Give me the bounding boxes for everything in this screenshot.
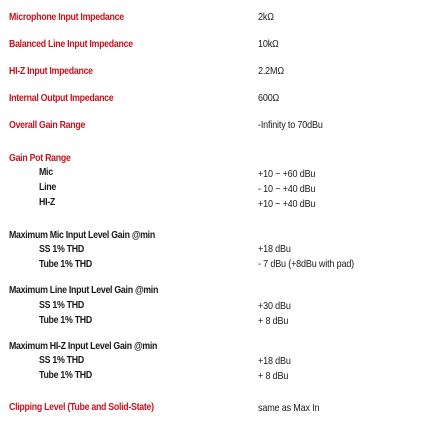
gain-range-value: -Infinity to 70dBu [258,119,323,131]
max-line-title: Maximum Line Input Level Gain @min [9,284,159,296]
max-hiz-ss-value: +18 dBu [258,355,291,367]
max-mic-ss-label: SS 1% THD [39,243,84,255]
max-line-tube-label: Tube 1% THD [39,314,92,326]
balanced-line-impedance-label: Balanced Line Input Impedance [9,38,133,50]
max-line-tube-value: + 8 dBu [258,315,289,327]
max-mic-title: Maximum Mic Input Level Gain @min [9,229,155,241]
gain-pot-hiz-label: HI-Z [39,196,55,208]
max-line-ss-label: SS 1% THD [39,299,84,311]
gain-pot-hiz-value: +10 ~ +40 dBu [258,198,316,210]
max-hiz-ss-label: SS 1% THD [39,354,84,366]
max-hiz-tube-value: + 8 dBu [258,370,289,382]
hiz-impedance-value: 2.2MΩ [258,65,284,77]
mic-impedance-label: Microphone Input Impedance [9,11,124,23]
output-impedance-value: 600Ω [258,92,280,104]
max-line-ss-value: +30 dBu [258,300,291,312]
output-impedance-label: Internal Output Impedance [9,92,114,104]
gain-pot-mic-label: Mic [39,166,53,178]
max-hiz-title: Maximum HI-Z Input Level Gain @min [9,340,158,352]
gain-pot-line-label: Line [39,181,56,193]
max-mic-tube-value: - 7 dBu (+8dBu with pad) [258,258,355,270]
mic-impedance-value: 2kΩ [258,11,274,23]
balanced-line-impedance-value: 10kΩ [258,38,279,50]
gain-pot-line-value: - 10 ~ +40 dBu [258,183,316,195]
gain-range-label: Overall Gain Range [9,119,86,131]
max-mic-tube-label: Tube 1% THD [39,258,92,270]
clipping-level-label: Clipping Level (Tube and Solid-State) [9,401,154,413]
gain-pot-title: Gain Pot Range [9,152,71,164]
gain-pot-mic-value: +10 ~ +60 dBu [258,168,316,180]
clipping-level-value: same as Max In [258,402,320,414]
max-mic-ss-value: +18 dBu [258,243,291,255]
hiz-impedance-label: HI-Z Input Impedance [9,65,93,77]
max-hiz-tube-label: Tube 1% THD [39,369,92,381]
